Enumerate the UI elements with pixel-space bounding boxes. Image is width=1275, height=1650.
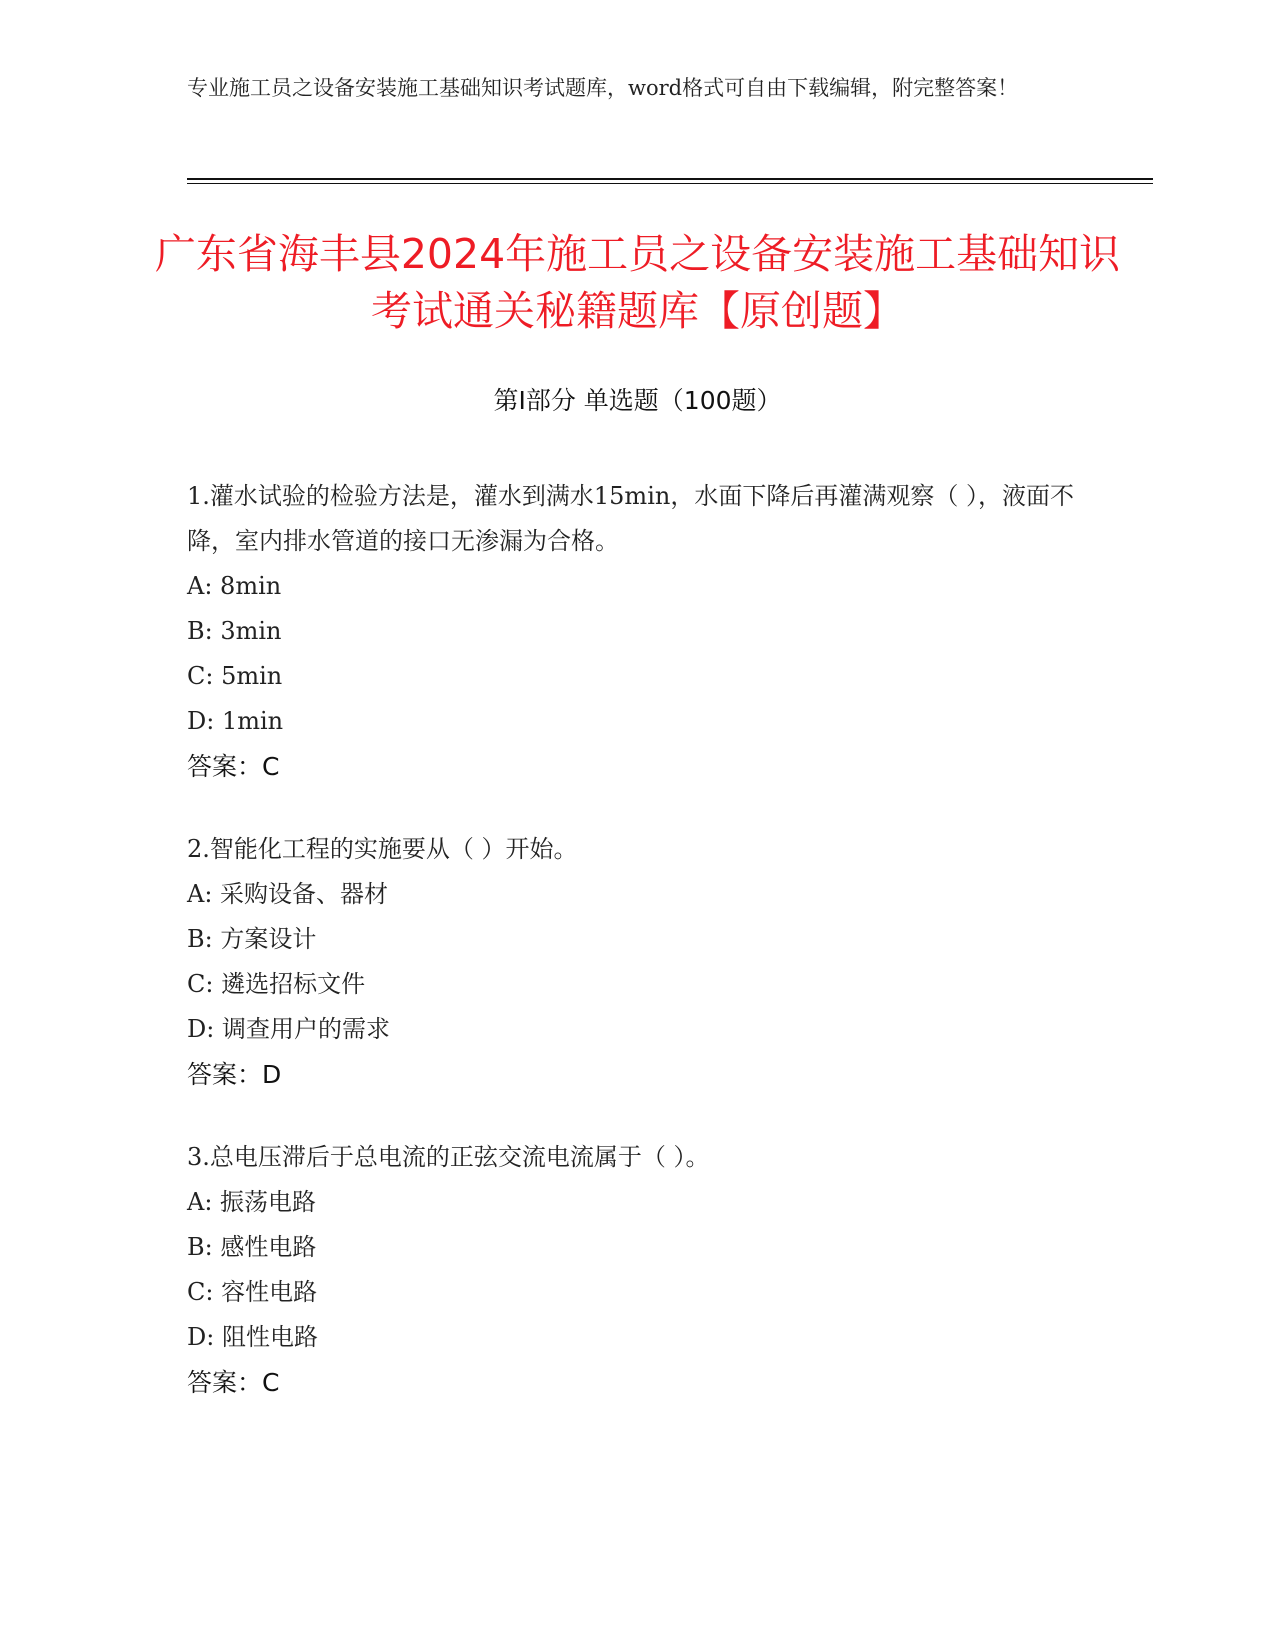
header-divider-thick (187, 178, 1153, 180)
option-b: B: 3min (187, 617, 282, 645)
option-d: D: 阻性电路 (187, 1323, 318, 1351)
option-c: C: 5min (187, 662, 283, 690)
section-title: 第I部分 单选题（100题） (493, 386, 782, 415)
option-c: C: 遴选招标文件 (187, 970, 366, 998)
question-stem: 1.灌水试验的检验方法是，灌水到满水15min，水面下降后再灌满观察（ ），液面不降，室内排水管道的接口无渗漏为合格。 (187, 482, 1074, 555)
option-a: A: 采购设备、器材 (187, 880, 389, 908)
option-b: B: 方案设计 (187, 925, 317, 953)
question-stem: 3.总电压滞后于总电流的正弦交流电流属于（ ）。 (187, 1143, 710, 1171)
option-a: A: 8min (187, 572, 282, 600)
option-a: A: 振荡电路 (187, 1188, 317, 1216)
question-stem: 2.智能化工程的实施要从（ ）开始。 (187, 835, 578, 863)
answer-line: 答案：D (187, 1060, 282, 1089)
header-divider-thin (187, 183, 1153, 184)
question-item (187, 827, 1087, 1097)
question-list (187, 474, 1087, 1443)
option-b: B: 感性电路 (187, 1233, 317, 1261)
answer-line: 答案：C (187, 1368, 280, 1397)
header-note: 专业施工员之设备安装施工基础知识考试题库，word格式可自由下载编辑，附完整答案！ (187, 76, 1019, 100)
question-item (187, 474, 1087, 789)
answer-line: 答案：C (187, 752, 280, 781)
option-d: D: 1min (187, 707, 284, 735)
document-title: 广东省海丰县2024年施工员之设备安装施工基础知识考试通关秘籍题库【原创题】 (154, 230, 1121, 335)
option-d: D: 调查用户的需求 (187, 1015, 390, 1043)
option-c: C: 容性电路 (187, 1278, 318, 1306)
question-item (187, 1135, 1087, 1405)
